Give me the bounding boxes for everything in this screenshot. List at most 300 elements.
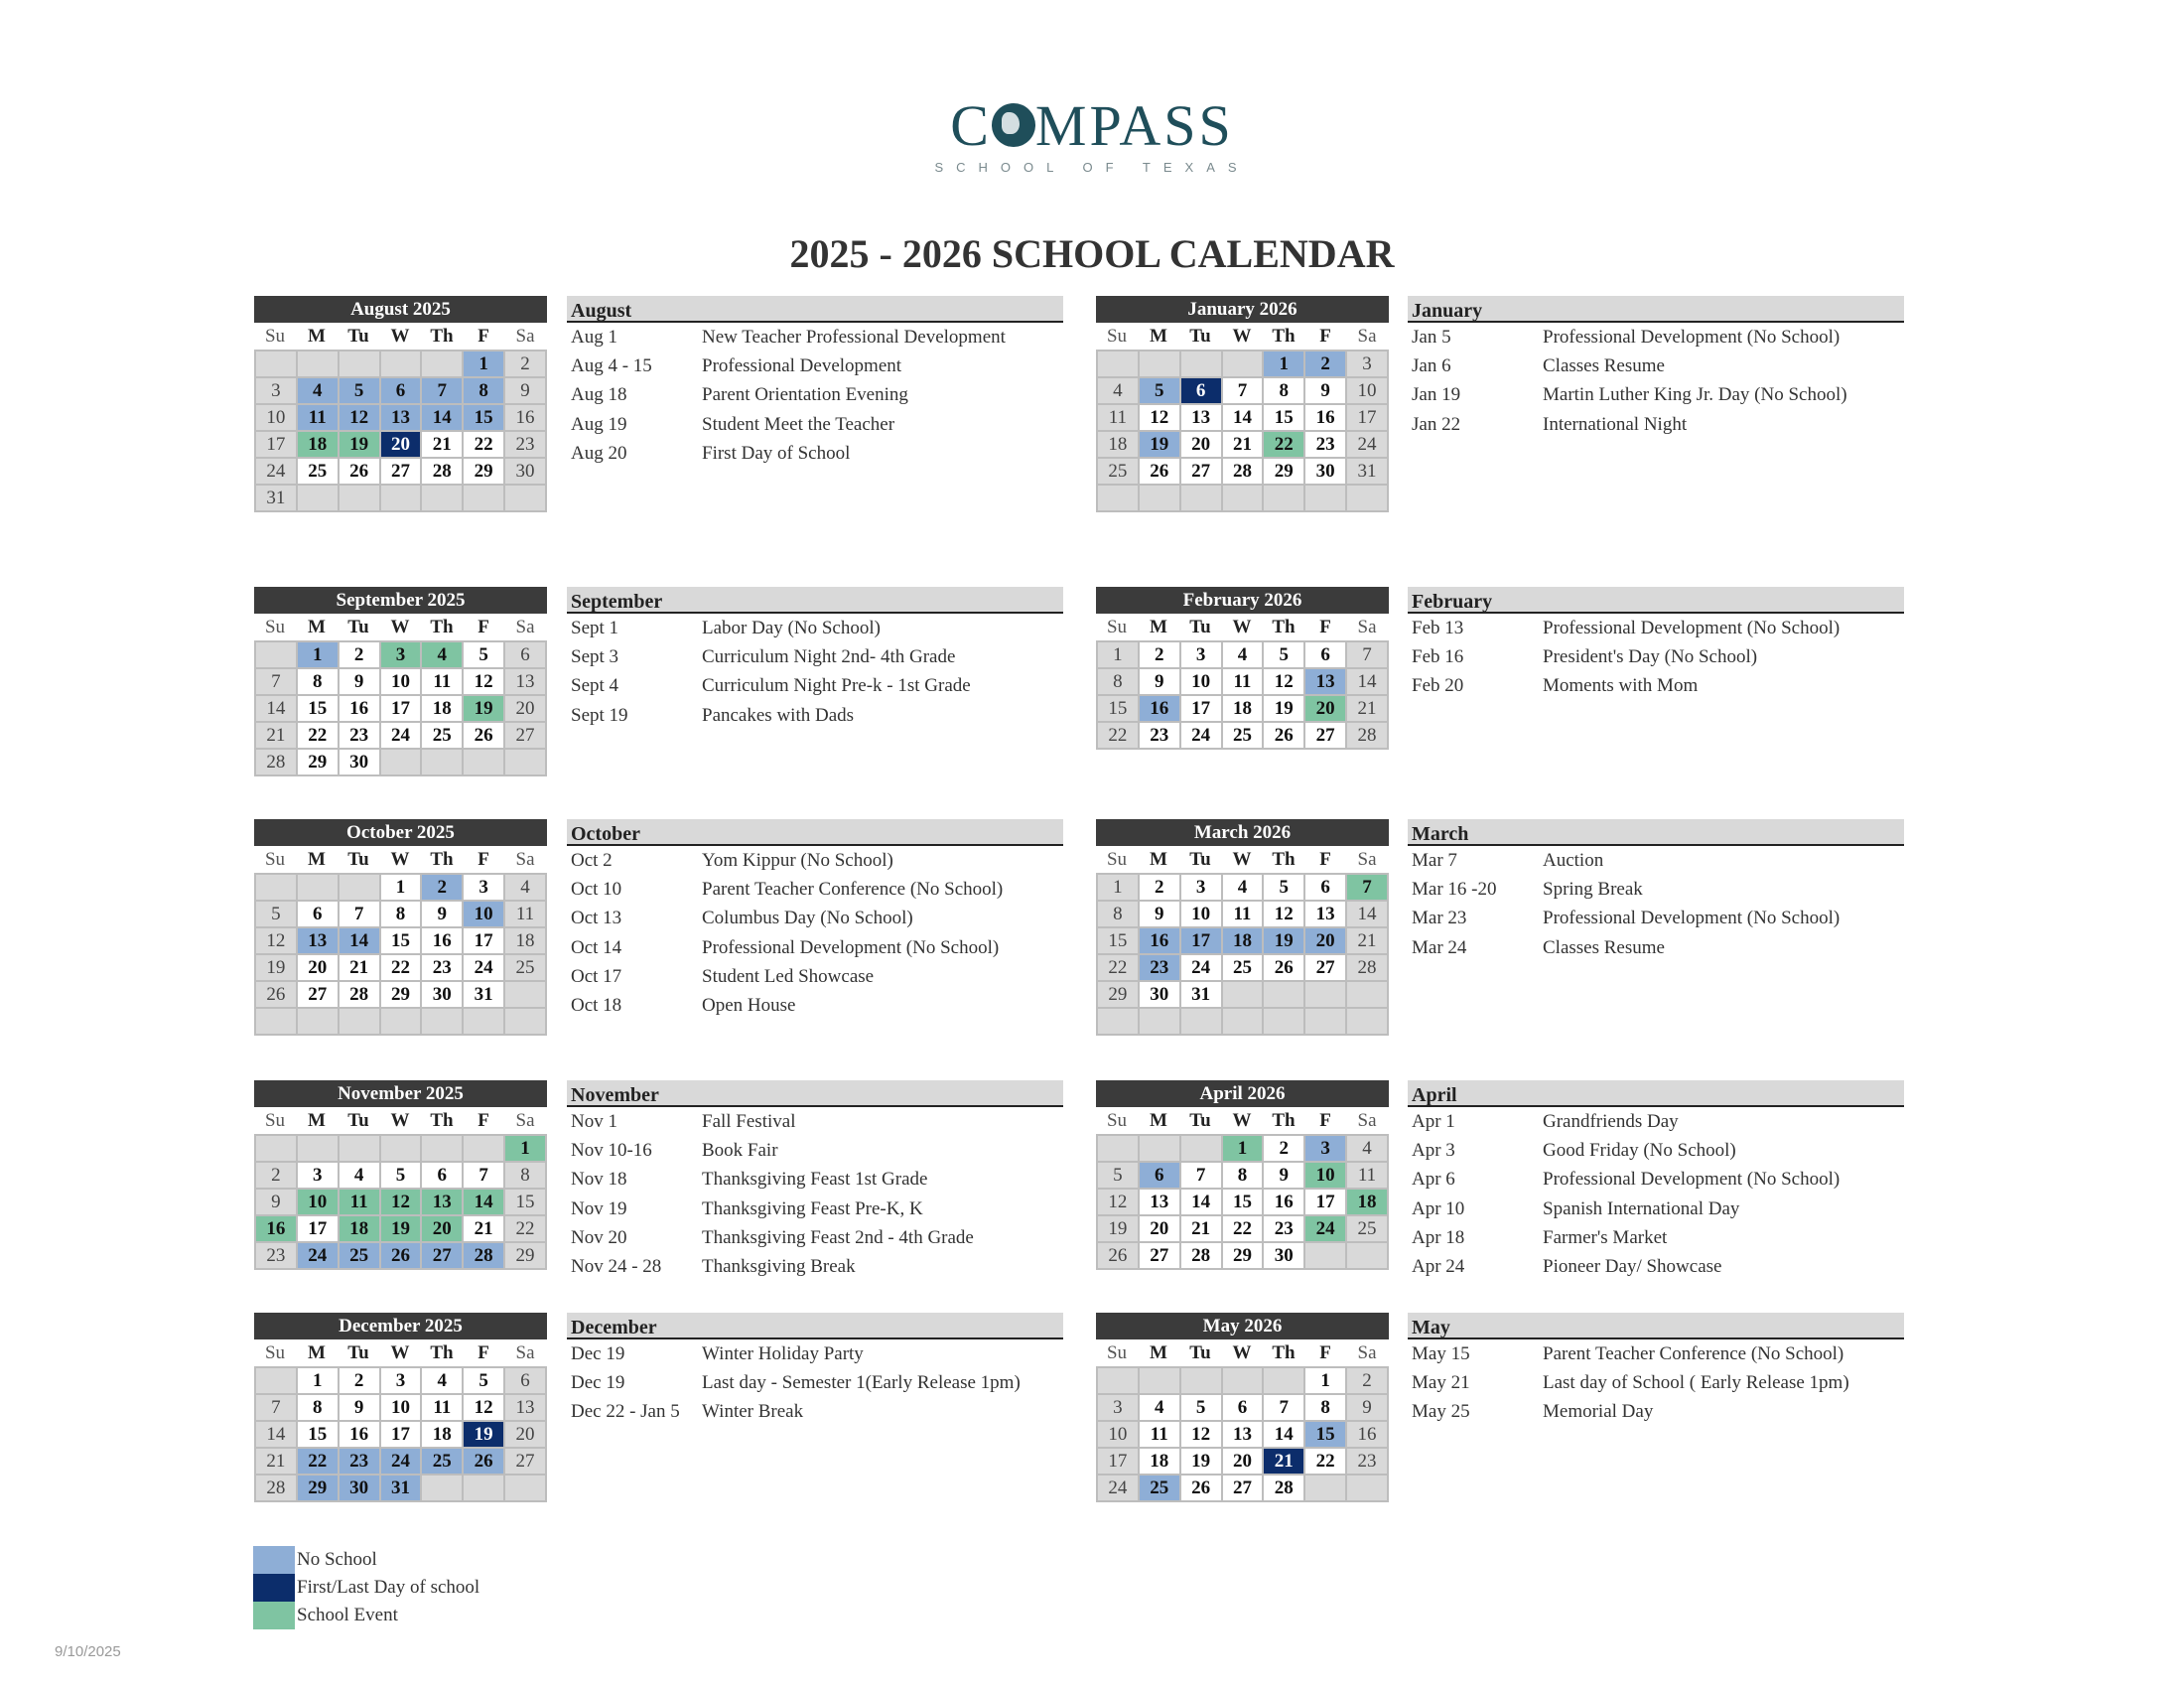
day-cell: [1097, 1367, 1139, 1394]
event-date: Jan 22: [1412, 413, 1461, 435]
day-cell: 1: [380, 874, 422, 901]
day-cell: 19: [463, 1421, 504, 1448]
day-cell: 19: [255, 954, 297, 981]
event-row: [1408, 1339, 1904, 1368]
weekday-label: Su: [1106, 1342, 1128, 1363]
weekday-label: Tu: [347, 1110, 369, 1131]
event-description: Farmer's Market: [1543, 1226, 1668, 1248]
day-cell: 5: [380, 1162, 422, 1189]
school-logo: [854, 94, 1330, 194]
weekday-header: [1096, 1339, 1389, 1366]
day-cell: [463, 485, 504, 511]
legend-label: No School: [297, 1549, 377, 1570]
day-cell: 12: [339, 404, 380, 431]
week-row: [1097, 954, 1388, 981]
event-description: Thanksgiving Feast Pre-K, K: [702, 1197, 923, 1219]
event-date: Nov 20: [571, 1226, 627, 1248]
day-cell: [297, 874, 339, 901]
day-cell: 13: [504, 1394, 546, 1421]
event-description: Parent Teacher Conference (No School): [1543, 1343, 1844, 1364]
event-row: [1408, 1107, 1904, 1136]
day-cell: [339, 1008, 380, 1035]
event-row: [1408, 323, 1904, 352]
weekday-label: Tu: [1189, 1342, 1211, 1363]
event-row: [567, 1223, 1063, 1252]
week-row: [255, 722, 546, 749]
day-cell: [421, 351, 463, 377]
day-cell: 22: [297, 1448, 339, 1475]
weekday-label: F: [1319, 1342, 1331, 1363]
day-cell: 6: [504, 1367, 546, 1394]
month-calendar: [254, 587, 547, 776]
logo-subtitle: SCHOOL OF TEXAS: [934, 160, 1250, 175]
day-cell: 12: [1263, 668, 1304, 695]
day-cell: 24: [380, 1448, 422, 1475]
day-cell: [339, 351, 380, 377]
day-cell: 15: [463, 404, 504, 431]
day-cell: 8: [1263, 377, 1304, 404]
week-row: [255, 695, 546, 722]
day-cell: 25: [297, 458, 339, 485]
day-cell: 13: [504, 668, 546, 695]
day-cell: 24: [1346, 431, 1388, 458]
day-cell: 7: [1180, 1162, 1222, 1189]
month-grid: [254, 640, 547, 776]
week-row: [255, 351, 546, 377]
day-cell: 6: [1304, 641, 1346, 668]
day-cell: [1180, 485, 1222, 511]
weekday-label: M: [308, 1110, 326, 1131]
weekday-label: Th: [430, 1110, 454, 1131]
day-cell: 27: [1304, 722, 1346, 749]
week-row: [255, 901, 546, 927]
event-row: [567, 1136, 1063, 1165]
month-calendar: [254, 1080, 547, 1270]
event-row: [1408, 352, 1904, 380]
event-row: [567, 1107, 1063, 1136]
day-cell: 9: [339, 668, 380, 695]
day-cell: [1304, 1008, 1346, 1035]
day-cell: 25: [1097, 458, 1139, 485]
event-description: Classes Resume: [1543, 355, 1665, 377]
weekday-label: Tu: [1189, 849, 1211, 870]
day-cell: 30: [1304, 458, 1346, 485]
day-cell: 19: [463, 695, 504, 722]
month-title: January 2026: [1096, 296, 1389, 323]
event-description: Labor Day (No School): [702, 618, 881, 638]
day-cell: 30: [1263, 1242, 1304, 1269]
events-month-heading: April: [1408, 1080, 1904, 1107]
weekday-label: Su: [1106, 617, 1128, 637]
month-title: November 2025: [254, 1080, 547, 1107]
event-date: Feb 13: [1412, 618, 1464, 638]
event-description: Spring Break: [1543, 879, 1643, 901]
day-cell: 23: [1263, 1215, 1304, 1242]
day-cell: [1139, 1008, 1180, 1035]
weekday-label: Su: [1106, 326, 1128, 347]
week-row: [1097, 1448, 1388, 1475]
day-cell: 26: [1097, 1242, 1139, 1269]
week-row: [1097, 1242, 1388, 1269]
event-date: Mar 23: [1412, 908, 1467, 929]
event-date: May 15: [1412, 1343, 1470, 1364]
day-cell: 16: [1346, 1421, 1388, 1448]
day-cell: 2: [421, 874, 463, 901]
weekday-label: W: [390, 849, 410, 870]
event-row: [567, 1195, 1063, 1223]
day-cell: 29: [1263, 458, 1304, 485]
day-cell: 13: [1180, 404, 1222, 431]
day-cell: [421, 749, 463, 775]
month-calendar: [254, 1313, 547, 1502]
event-row: [567, 904, 1063, 932]
day-cell: 21: [1263, 1448, 1304, 1475]
legend-label: First/Last Day of school: [297, 1577, 480, 1598]
week-row: [255, 954, 546, 981]
day-cell: [1263, 1367, 1304, 1394]
event-row: [567, 439, 1063, 468]
event-date: Jan 6: [1412, 355, 1451, 377]
day-cell: 16: [1304, 404, 1346, 431]
day-cell: [421, 1008, 463, 1035]
day-cell: 13: [380, 404, 422, 431]
legend: [253, 1546, 479, 1629]
day-cell: 30: [421, 981, 463, 1008]
day-cell: 18: [1139, 1448, 1180, 1475]
day-cell: 12: [463, 668, 504, 695]
day-cell: 23: [504, 431, 546, 458]
day-cell: [504, 981, 546, 1008]
events-month-heading: May: [1408, 1313, 1904, 1339]
day-cell: 9: [1139, 668, 1180, 695]
event-date: Jan 19: [1412, 384, 1461, 406]
weekday-header: [254, 1339, 547, 1366]
event-date: Aug 1: [571, 327, 617, 348]
day-cell: 6: [297, 901, 339, 927]
event-description: President's Day (No School): [1543, 646, 1758, 668]
day-cell: 11: [297, 404, 339, 431]
event-description: Thanksgiving Feast 2nd - 4th Grade: [702, 1226, 974, 1248]
event-row: [567, 671, 1063, 700]
day-cell: 7: [1263, 1394, 1304, 1421]
day-cell: 6: [1304, 874, 1346, 901]
week-row: [255, 1448, 546, 1475]
day-cell: 14: [1180, 1189, 1222, 1215]
day-cell: 3: [1180, 874, 1222, 901]
legend-label: School Event: [297, 1605, 398, 1625]
day-cell: 31: [255, 485, 297, 511]
day-cell: 25: [1139, 1475, 1180, 1501]
week-row: [1097, 1162, 1388, 1189]
day-cell: 18: [421, 695, 463, 722]
day-cell: [255, 641, 297, 668]
day-cell: [1346, 485, 1388, 511]
weekday-label: Tu: [1189, 326, 1211, 347]
day-cell: 21: [255, 722, 297, 749]
day-cell: [421, 1135, 463, 1162]
day-cell: 8: [463, 377, 504, 404]
event-row: [567, 323, 1063, 352]
day-cell: 22: [463, 431, 504, 458]
weekday-label: W: [1232, 1342, 1252, 1363]
weekday-label: Su: [264, 617, 286, 637]
event-date: Dec 19: [571, 1372, 625, 1394]
month-grid: [254, 1366, 547, 1502]
week-row: [1097, 1215, 1388, 1242]
day-cell: 4: [421, 1367, 463, 1394]
week-row: [255, 641, 546, 668]
day-cell: 12: [255, 927, 297, 954]
day-cell: 3: [1180, 641, 1222, 668]
day-cell: 5: [1097, 1162, 1139, 1189]
day-cell: 2: [1139, 874, 1180, 901]
event-description: Curriculum Night Pre-k - 1st Grade: [702, 675, 971, 697]
week-row: [255, 377, 546, 404]
day-cell: 21: [463, 1215, 504, 1242]
week-row: [255, 1475, 546, 1501]
legend-swatch: [253, 1546, 295, 1574]
day-cell: 25: [1222, 722, 1264, 749]
day-cell: [1180, 1008, 1222, 1035]
month-title: May 2026: [1096, 1313, 1389, 1339]
day-cell: 21: [1346, 927, 1388, 954]
month-calendar: [1096, 1080, 1389, 1270]
event-date: Aug 19: [571, 413, 627, 435]
event-date: May 21: [1412, 1372, 1470, 1394]
week-row: [255, 1394, 546, 1421]
event-date: Jan 5: [1412, 327, 1451, 348]
day-cell: 21: [1346, 695, 1388, 722]
day-cell: 3: [1097, 1394, 1139, 1421]
day-cell: [1097, 1135, 1139, 1162]
weekday-label: M: [1150, 326, 1167, 347]
day-cell: [1180, 351, 1222, 377]
day-cell: [1304, 1242, 1346, 1269]
day-cell: 20: [1304, 695, 1346, 722]
day-cell: 5: [1263, 874, 1304, 901]
week-row: [255, 1421, 546, 1448]
day-cell: 23: [421, 954, 463, 981]
day-cell: 1: [297, 1367, 339, 1394]
month-title: October 2025: [254, 819, 547, 846]
event-date: Apr 24: [1412, 1255, 1465, 1277]
weekday-label: Tu: [1189, 1110, 1211, 1131]
week-row: [1097, 404, 1388, 431]
day-cell: 28: [255, 749, 297, 775]
day-cell: 22: [1263, 431, 1304, 458]
day-cell: 25: [339, 1242, 380, 1269]
day-cell: 26: [255, 981, 297, 1008]
weekday-header: [1096, 614, 1389, 640]
weekday-label: Sa: [1357, 1342, 1377, 1363]
events-list: [1408, 1080, 1904, 1281]
weekday-label: Tu: [347, 617, 369, 637]
weekday-label: Sa: [1357, 617, 1377, 637]
day-cell: 6: [421, 1162, 463, 1189]
day-cell: 26: [463, 722, 504, 749]
day-cell: 3: [297, 1162, 339, 1189]
month-grid: [1096, 1366, 1389, 1502]
event-row: [1408, 846, 1904, 875]
event-description: Thanksgiving Break: [702, 1255, 856, 1277]
weekday-label: F: [1319, 326, 1331, 347]
day-cell: 12: [1097, 1189, 1139, 1215]
day-cell: 15: [1304, 1421, 1346, 1448]
legend-swatch: [253, 1602, 295, 1629]
weekday-label: Th: [1272, 849, 1296, 870]
day-cell: [1263, 485, 1304, 511]
month-grid: [1096, 1134, 1389, 1270]
day-cell: [380, 485, 422, 511]
week-row: [255, 1162, 546, 1189]
week-row: [255, 749, 546, 775]
footer-date: 9/10/2025: [55, 1643, 121, 1660]
page-title: 2025 - 2026 SCHOOL CALENDAR: [789, 231, 1395, 276]
day-cell: 25: [421, 722, 463, 749]
day-cell: [255, 1367, 297, 1394]
weekday-label: Tu: [1189, 617, 1211, 637]
day-cell: 27: [1222, 1475, 1264, 1501]
day-cell: 20: [504, 695, 546, 722]
day-cell: [255, 1135, 297, 1162]
day-cell: 16: [421, 927, 463, 954]
day-cell: 7: [1346, 641, 1388, 668]
legend-item: [253, 1602, 479, 1629]
event-description: Classes Resume: [1543, 936, 1665, 958]
day-cell: 18: [421, 1421, 463, 1448]
event-date: Mar 24: [1412, 936, 1467, 958]
event-date: Apr 1: [1412, 1111, 1455, 1132]
day-cell: 17: [380, 695, 422, 722]
day-cell: 20: [421, 1215, 463, 1242]
day-cell: 9: [1263, 1162, 1304, 1189]
weekday-label: Sa: [515, 849, 535, 870]
weekday-label: Su: [264, 849, 286, 870]
day-cell: [1180, 1367, 1222, 1394]
day-cell: 23: [1346, 1448, 1388, 1475]
day-cell: 10: [297, 1189, 339, 1215]
day-cell: [297, 1008, 339, 1035]
day-cell: 8: [1097, 901, 1139, 927]
event-description: Last day of School ( Early Release 1pm): [1543, 1372, 1849, 1394]
event-row: [567, 380, 1063, 409]
day-cell: 4: [339, 1162, 380, 1189]
day-cell: 12: [1180, 1421, 1222, 1448]
event-row: [1408, 380, 1904, 409]
events-list: [1408, 587, 1904, 701]
day-cell: 25: [1346, 1215, 1388, 1242]
day-cell: 22: [1222, 1215, 1264, 1242]
day-cell: 15: [297, 1421, 339, 1448]
day-cell: 6: [504, 641, 546, 668]
day-cell: 21: [255, 1448, 297, 1475]
weekday-label: M: [1150, 1342, 1167, 1363]
day-cell: 27: [1180, 458, 1222, 485]
event-description: Spanish International Day: [1543, 1197, 1740, 1219]
week-row: [1097, 1008, 1388, 1035]
events-month-heading: November: [567, 1080, 1063, 1107]
events-list: [567, 819, 1063, 1020]
day-cell: 20: [380, 431, 422, 458]
day-cell: 11: [1139, 1421, 1180, 1448]
weekday-label: W: [1232, 849, 1252, 870]
event-description: Professional Development (No School): [702, 936, 1000, 958]
day-cell: 1: [297, 641, 339, 668]
events-list: [1408, 1313, 1904, 1427]
day-cell: 27: [297, 981, 339, 1008]
day-cell: 5: [255, 901, 297, 927]
event-description: Martin Luther King Jr. Day (No School): [1543, 384, 1847, 406]
event-date: Sept 1: [571, 618, 619, 638]
event-description: International Night: [1543, 413, 1688, 435]
event-date: Apr 6: [1412, 1169, 1455, 1191]
weekday-label: Tu: [347, 1342, 369, 1363]
event-row: [567, 991, 1063, 1020]
event-row: [567, 701, 1063, 730]
month-title: August 2025: [254, 296, 547, 323]
day-cell: 24: [1304, 1215, 1346, 1242]
day-cell: 15: [380, 927, 422, 954]
day-cell: [1180, 1135, 1222, 1162]
week-row: [255, 404, 546, 431]
day-cell: 27: [504, 1448, 546, 1475]
event-row: [567, 875, 1063, 904]
weekday-label: F: [478, 617, 489, 637]
day-cell: [504, 1475, 546, 1501]
day-cell: [339, 874, 380, 901]
event-date: Sept 4: [571, 675, 619, 697]
events-month-heading: March: [1408, 819, 1904, 846]
day-cell: [255, 874, 297, 901]
week-row: [1097, 695, 1388, 722]
weekday-label: Sa: [1357, 849, 1377, 870]
event-date: Nov 19: [571, 1197, 627, 1219]
day-cell: 14: [463, 1189, 504, 1215]
events-list: [567, 1080, 1063, 1281]
event-description: Columbus Day (No School): [702, 908, 913, 929]
day-cell: 17: [255, 431, 297, 458]
month-calendar: [254, 296, 547, 512]
month-grid: [254, 350, 547, 512]
weekday-header: [1096, 846, 1389, 873]
day-cell: 2: [1263, 1135, 1304, 1162]
day-cell: 11: [1222, 901, 1264, 927]
month-calendar: [1096, 1313, 1389, 1502]
day-cell: 19: [1180, 1448, 1222, 1475]
weekday-header: [1096, 1107, 1389, 1134]
day-cell: 3: [380, 641, 422, 668]
day-cell: 7: [463, 1162, 504, 1189]
day-cell: 10: [380, 1394, 422, 1421]
weekday-label: Tu: [347, 849, 369, 870]
week-row: [255, 668, 546, 695]
day-cell: 3: [380, 1367, 422, 1394]
event-row: [1408, 642, 1904, 671]
day-cell: 4: [297, 377, 339, 404]
day-cell: 5: [1180, 1394, 1222, 1421]
event-row: [1408, 614, 1904, 642]
weekday-label: W: [390, 1342, 410, 1363]
day-cell: 11: [339, 1189, 380, 1215]
day-cell: 23: [1304, 431, 1346, 458]
weekday-label: F: [478, 1110, 489, 1131]
day-cell: 8: [297, 668, 339, 695]
weekday-header: [254, 323, 547, 350]
day-cell: 10: [1097, 1421, 1139, 1448]
event-description: Yom Kippur (No School): [702, 850, 893, 871]
day-cell: 13: [1304, 668, 1346, 695]
day-cell: [1097, 485, 1139, 511]
